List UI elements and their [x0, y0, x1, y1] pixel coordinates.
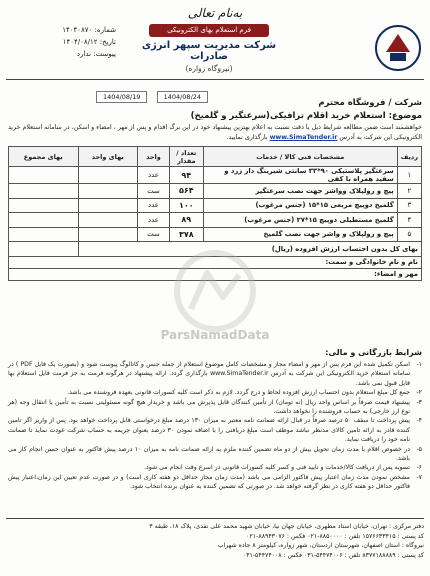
col-header-total: بهای مجموع [9, 147, 79, 167]
date-boxes [92, 84, 208, 101]
intro-text-3: بارگذاری نمایید. [226, 134, 268, 141]
col-header-qty: تعداد / مقدار [169, 147, 203, 167]
row-unit: عدد [138, 198, 170, 213]
row-unit: ست [138, 184, 170, 199]
letter-intro [8, 123, 422, 143]
row-total-cell[interactable] [9, 227, 79, 242]
condition-item [8, 463, 422, 472]
table-row [9, 213, 422, 228]
row-unit: عدد [138, 167, 170, 184]
condition-item [8, 416, 422, 444]
date-box-end: 1404/08/24 [157, 91, 208, 103]
condition-item [8, 445, 422, 464]
condition-number: ۱- [416, 361, 422, 368]
sign-field-label[interactable]: مهر و امضاء: [9, 268, 422, 280]
company-logo-icon [372, 22, 424, 74]
letter-subject: موضوع: استعلام خرید اقلام ترافیکی(سرعتگیر و گلمیخ) [190, 111, 422, 121]
row-desc: پیچ و رولپلاک و واشر جهت نصب گلمیخ [203, 227, 397, 242]
row-price-cell[interactable] [78, 167, 138, 184]
condition-text: اسکن تکمیل شده این فرم پس از مهر و امضاء مجاز و مشخصات کامل موضوع استعلام از جمله جنس و کاتالوگ پیوست شود و (بصورت یک فایل PDF ) در سامانه استعلام خرید الکترونیکی این شرکت به آدرس www.SimaTender.ir بارگذاری گردد. ارائه پیشنهاد در هرگونه فرمت به جز فرمت فایل استعلام بها قابل قبول نمی باشد. [8, 361, 411, 387]
condition-item [8, 398, 422, 417]
row-price-cell[interactable] [78, 213, 138, 228]
header-divider [6, 79, 424, 80]
table-row [9, 227, 422, 242]
row-price-cell[interactable] [78, 198, 138, 213]
condition-item [8, 473, 422, 492]
condition-item [8, 388, 422, 397]
letter-header [6, 22, 424, 78]
condition-text: تسویه پس از دریافت کالا/خدمات و تایید فنی و کسر کلیه کسورات قانونی در اسرع وقت انجام می شود. [144, 464, 410, 472]
row-desc: پیچ و رولپلاک وواشر جهت نصب سرعتگیر [203, 184, 397, 199]
col-header-price: بهای واحد [78, 147, 138, 167]
row-total-cell[interactable] [9, 167, 79, 184]
row-desc: گلمیخ مستطیلی دوپیچ ۱۵*۲۷ (جنس مرغوب) [203, 213, 397, 228]
total-label: بهای کل بدون احتساب ارزش افزوده (ریال) [78, 242, 421, 257]
watermark-text: ParsNamadData [160, 328, 270, 342]
row-qty: ۳۷۸ [169, 227, 203, 242]
letter-banner [124, 24, 294, 74]
condition-text: پیشنهاد قیمت صرفاً بر اساس واحد ریال (نه تومان) از تأمین کنندگان قابل پذیرش می باشد و خریدار هیچ گونه مسئولیتی نسبت به تأمین یا انتقال وجه (هر نوع ارز خارجی) به حساب فروشنده را نخواهد داشت. [8, 398, 410, 416]
row-desc: سرعتگیر پلاستیکی ۹۰*۳۳ سانتی شیرینگ دار زرد و سفید همراه با کفی [203, 167, 397, 184]
footer-plant-address: نیروگاه : استان اصفهان، شهرستان اردستان، شهر زواره، کیلومتر ۸ جاده شهراب [217, 542, 424, 549]
footer-office-address: دفتر مرکزی : تهران، خیابان استاد مطهری، خیابان جهان نیا، خیابان شهید محمد علی نقدی، پلاک ۱۸، طبقه ۴ [149, 523, 424, 530]
row-price-cell[interactable] [78, 184, 138, 199]
row-qty: ۸۹ [169, 213, 203, 228]
row-total-cell[interactable] [9, 184, 79, 199]
row-number: ۳ [397, 198, 421, 213]
footer-plant-contact: کد پستی : ۸۳۷۷۱۸۸۸۸۹ تلفن : ۵۴۴۷۴۰۰۶-۰۳۱ فکس : ۵۴۴۷۴۰۰۸-۰۳۱ [242, 551, 424, 559]
condition-number: ۶- [416, 464, 422, 472]
table-row [9, 167, 422, 184]
row-unit: عدد [138, 213, 170, 228]
addressee: شرکت / فروشگاه محترم [318, 98, 422, 108]
condition-text: در خصوص اقلام با مدت زمان تحویل بیش از دو ماه تضمین کننده ملزم به ارائه ضمانت نامه به میزان ۱۰ درصد پیش فاکتور به عنوان حسن انجام کار می باشد. [8, 445, 410, 463]
name-field-label[interactable]: نام و نام خانوادگی و سمت: [9, 256, 422, 268]
basmala: به‌نام تعالی [187, 6, 243, 20]
table-row [9, 198, 422, 213]
form-type-tag: فرم استعلام بهای الکترونیکی [149, 24, 269, 37]
row-number: ۴ [397, 213, 421, 228]
footer-office-contact: کد پستی : ۱۵۷۶۶۳۳۴۱۵ تلفن : ۸۸۵۰۰۰۰-۰۲۱ فکس : ۸۸۹۴۳۰۷۶-۰۲۱ [246, 532, 424, 540]
letter-date: تاریخ: ۱۴۰۴/۰۸/۱۲ [62, 38, 116, 46]
letter-footer [6, 518, 424, 560]
intro-text-2: خرید الکترونیکی این شرکت به آدرس [8, 124, 422, 141]
condition-text: مشخص نمودن مدت زمان اعتبار پیش فاکتور الزامی می باشد (مدت زمان مجاز حداقل دو هفته کاری است) و در صورت عدم تعیین این زمان،اعتبار پیش فاکتور حداقل دو هفته کاری در نظر گرفته خواهد شد. در صورتی که تضمین کننده به عنوان برنده انتخاب شود. [8, 473, 410, 491]
row-number: ۵ [397, 227, 421, 242]
condition-number: ۳- [416, 398, 422, 406]
row-qty: ۵۶۴ [169, 184, 203, 199]
letter-attachment: پیوست: ندارد [76, 50, 116, 58]
condition-item [8, 360, 422, 388]
condition-text: پیش پرداخت تا سقف ۵۰ درصد صرفاً در قبال ارائه ضمانت نامه معتبر به میزان ۱۳۰ درصد مبلغ درخواستی قابل پرداخت خواهد بود. پس از واریز اگر تامین کننده قادر به ارائه تامین کالای مدنظر نباشد موظف است مبلغ دریافتی را با اضافه نمودن ۳۰ درصد بعنوان جریمه به حساب شرکت عودت نماید تا ضمانت نامه خود را دریافت نماید. [8, 417, 411, 444]
row-total-cell[interactable] [9, 213, 79, 228]
col-header-desc: مشخصات فنی کالا / خدمات [203, 147, 397, 167]
intro-text-1: خواهشمند است ضمن مطالعه شرایط ذیل با دقت نسبت به اعلام بهترین پیشنهاد خود در این برگ اقدام و پس از مهر ، امضاء و اسکن، در سامانه استعلام [22, 124, 422, 131]
grand-total-cell[interactable] [9, 242, 79, 257]
letter-number: شماره: ۱۴۰۴۰۸۷۰ [62, 26, 116, 34]
letter-meta [6, 24, 116, 60]
plant-name: (نیروگاه زواره) [185, 64, 233, 73]
row-number: ۱ [397, 167, 421, 184]
conditions-section [8, 348, 422, 492]
table-row [9, 184, 422, 199]
row-unit: ست [138, 227, 170, 242]
row-qty: ۱۰۰ [169, 198, 203, 213]
watermark-logo-icon [95, 245, 335, 337]
conditions-list [8, 360, 422, 492]
table-header-row [9, 147, 422, 167]
condition-number: ۷- [416, 473, 422, 481]
condition-text: جمع کل مبلغ استعلام بدون احتساب ارزش افزوده لحاظ و درج گردد. لازم به ذکر است کلیه کسورات قانونی بعهده فروشنده می باشد. [67, 389, 410, 397]
row-desc: گلمیخ دوپیچ مربعی ۱۵*۱۵ (جنس مرغوب) [203, 198, 397, 213]
row-price-cell[interactable] [78, 227, 138, 242]
col-header-row: ردیف [397, 147, 421, 167]
condition-number: ۲- [416, 389, 422, 397]
company-name: شرکت مدیریت سپهر انرژی صادرات [141, 40, 277, 62]
condition-number: ۵- [416, 445, 422, 453]
date-box-start: 1404/08/19 [96, 91, 147, 103]
tender-site-link[interactable]: www.SimaTender.ir [269, 134, 338, 141]
row-number: ۲ [397, 184, 421, 199]
col-header-unit: واحد [138, 147, 170, 167]
conditions-title: شرایط بازرگانی و مالی: [325, 348, 422, 357]
condition-number: ۴- [416, 417, 422, 425]
row-qty: ۹۴ [169, 167, 203, 184]
row-total-cell[interactable] [9, 198, 79, 213]
